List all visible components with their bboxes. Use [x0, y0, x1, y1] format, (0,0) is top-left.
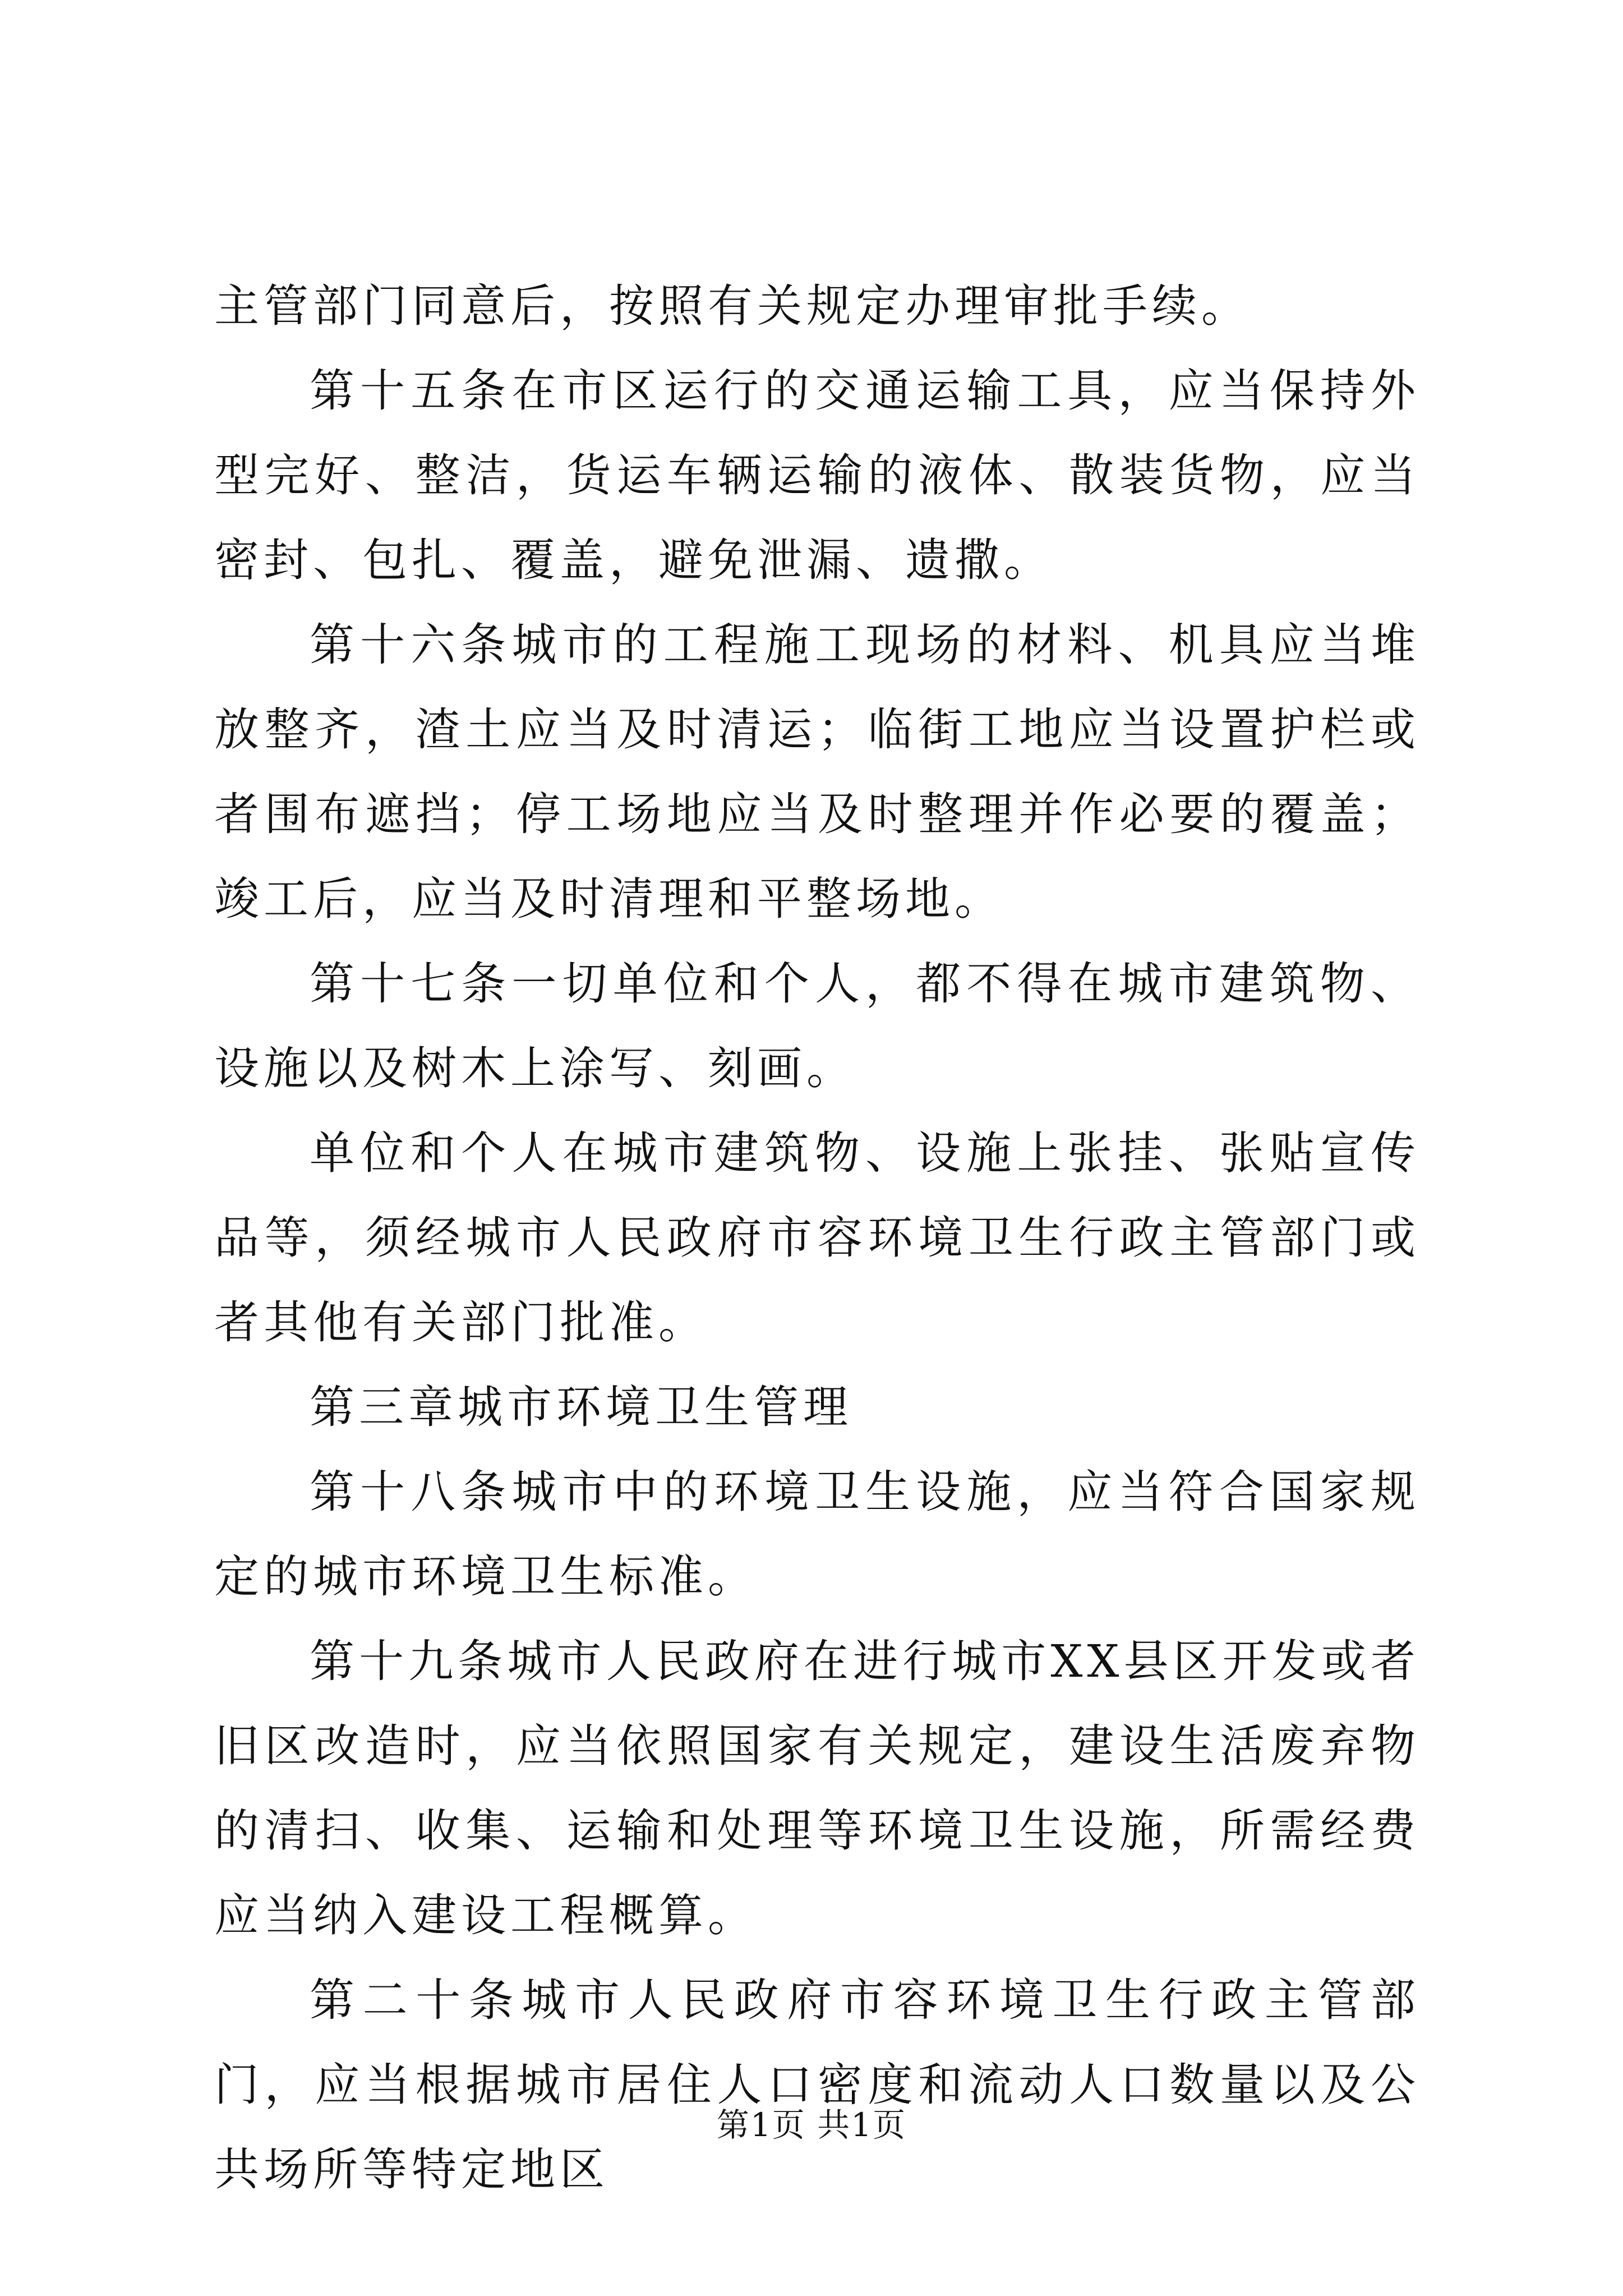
paragraph: 主管部门同意后，按照有关规定办理审批手续。: [214, 280, 1251, 332]
document-body: [214, 264, 1420, 2212]
page-footer: 第1页 共1页: [716, 2106, 907, 2144]
paragraph: 第十九条城市人民政府在进行城市XX县区开发或者旧区改造时，应当依照国家有关规定，建设生活废弃物的清扫、收集、运输和处理等环境卫生设施，所需经费应当纳入建设工程概算。: [214, 1635, 1420, 1941]
paragraph: 第二十条城市人民政府市容环境卫生行政主管部门，应当根据城市居住人口密度和流动人口数量以及公共场所等特定地区: [214, 1974, 1420, 2196]
paragraph: 第十八条城市中的环境卫生设施，应当符合国家规定的城市环境卫生标准。: [214, 1466, 1420, 1603]
paragraph: 单位和个人在城市建筑物、设施上张挂、张贴宣传品等，须经城市人民政府市容环境卫生行政主管部门或者其他有关部门批准。: [214, 1127, 1420, 1349]
paragraph: 第十六条城市的工程施工现场的材料、机具应当堆放整齐，渣土应当及时清运；临街工地应当设置护栏或者围布遮挡；停工场地应当及时整理并作必要的覆盖；竣工后，应当及时清理和平整场地。: [214, 619, 1420, 925]
paragraph: 第十七条一切单位和个人，都不得在城市建筑物、设施以及树木上涂写、刻画。: [214, 958, 1420, 1094]
chapter-heading: 第三章城市环境卫生管理: [310, 1381, 852, 1433]
paragraph: 第十五条在市区运行的交通运输工具，应当保持外型完好、整洁，货运车辆运输的液体、散装货物，应当密封、包扎、覆盖，避免泄漏、遗撒。: [214, 365, 1420, 586]
